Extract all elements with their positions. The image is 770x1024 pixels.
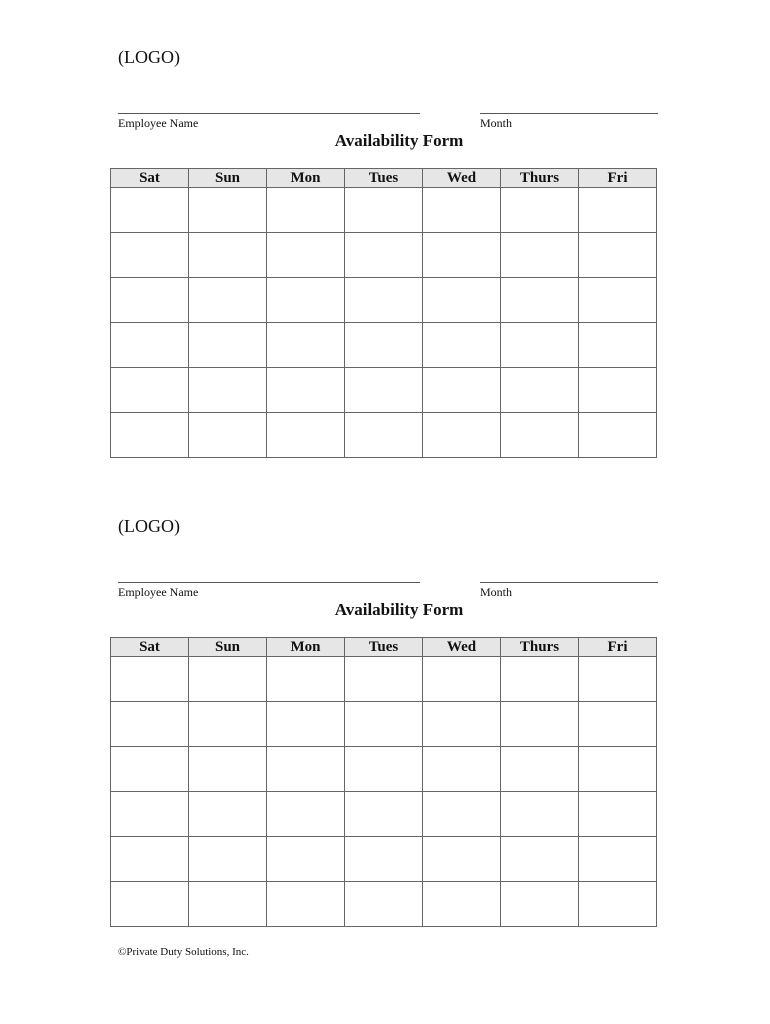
availability-cell-sun[interactable] (189, 837, 267, 882)
availability-cell-thurs[interactable] (501, 882, 579, 927)
availability-cell-sun[interactable] (189, 702, 267, 747)
availability-cell-sun[interactable] (189, 188, 267, 233)
logo-placeholder: (LOGO) (118, 47, 180, 67)
day-header-tues: Tues (345, 169, 423, 188)
availability-cell-sat[interactable] (111, 882, 189, 927)
availability-cell-tues[interactable] (345, 233, 423, 278)
availability-row (111, 792, 657, 837)
availability-row (111, 233, 657, 278)
month-field[interactable] (480, 582, 658, 583)
availability-cell-sat[interactable] (111, 837, 189, 882)
availability-cell-sat[interactable] (111, 413, 189, 458)
availability-row (111, 702, 657, 747)
day-header-fri: Fri (579, 169, 657, 188)
availability-cell-fri[interactable] (579, 792, 657, 837)
availability-cell-sat[interactable] (111, 188, 189, 233)
availability-table (110, 637, 657, 927)
availability-cell-wed[interactable] (423, 413, 501, 458)
availability-row (111, 882, 657, 927)
availability-cell-mon[interactable] (267, 747, 345, 792)
availability-cell-sun[interactable] (189, 413, 267, 458)
availability-cell-sun[interactable] (189, 657, 267, 702)
availability-cell-fri[interactable] (579, 882, 657, 927)
availability-cell-tues[interactable] (345, 657, 423, 702)
availability-cell-thurs[interactable] (501, 368, 579, 413)
day-header-tues: Tues (345, 638, 423, 657)
availability-cell-tues[interactable] (345, 323, 423, 368)
copyright-footer: ©Private Duty Solutions, Inc. (118, 946, 249, 958)
employee-name-field[interactable] (118, 113, 420, 114)
availability-cell-sat[interactable] (111, 747, 189, 792)
availability-cell-sat[interactable] (111, 792, 189, 837)
availability-cell-thurs[interactable] (501, 413, 579, 458)
availability-row (111, 188, 657, 233)
availability-cell-sun[interactable] (189, 792, 267, 837)
availability-cell-tues[interactable] (345, 368, 423, 413)
availability-cell-tues[interactable] (345, 747, 423, 792)
availability-cell-mon[interactable] (267, 278, 345, 323)
availability-cell-sat[interactable] (111, 323, 189, 368)
availability-cell-mon[interactable] (267, 792, 345, 837)
availability-row (111, 837, 657, 882)
availability-cell-wed[interactable] (423, 747, 501, 792)
availability-rows (111, 188, 657, 458)
employee-name-label: Employee Name (118, 116, 199, 130)
day-header-mon: Mon (267, 638, 345, 657)
availability-row (111, 278, 657, 323)
day-header-thurs: Thurs (501, 638, 579, 657)
availability-cell-sun[interactable] (189, 882, 267, 927)
availability-cell-mon[interactable] (267, 323, 345, 368)
availability-table (110, 168, 657, 458)
day-header-mon: Mon (267, 169, 345, 188)
month-label: Month (480, 116, 513, 130)
day-header-wed: Wed (423, 169, 501, 188)
availability-cell-mon[interactable] (267, 837, 345, 882)
availability-cell-tues[interactable] (345, 278, 423, 323)
availability-cell-tues[interactable] (345, 837, 423, 882)
availability-cell-wed[interactable] (423, 278, 501, 323)
day-header-row (111, 169, 657, 188)
availability-cell-mon[interactable] (267, 657, 345, 702)
availability-rows (111, 657, 657, 927)
day-header-sun: Sun (189, 169, 267, 188)
availability-cell-tues[interactable] (345, 882, 423, 927)
availability-cell-wed[interactable] (423, 837, 501, 882)
availability-cell-thurs[interactable] (501, 657, 579, 702)
availability-cell-mon[interactable] (267, 188, 345, 233)
availability-cell-tues[interactable] (345, 413, 423, 458)
availability-cell-fri[interactable] (579, 278, 657, 323)
availability-cell-wed[interactable] (423, 188, 501, 233)
availability-cell-fri[interactable] (579, 837, 657, 882)
availability-cell-thurs[interactable] (501, 792, 579, 837)
availability-cell-tues[interactable] (345, 702, 423, 747)
availability-cell-fri[interactable] (579, 747, 657, 792)
availability-cell-sun[interactable] (189, 747, 267, 792)
month-label: Month (480, 585, 513, 599)
availability-cell-wed[interactable] (423, 792, 501, 837)
availability-cell-sat[interactable] (111, 233, 189, 278)
day-header-sat: Sat (111, 169, 189, 188)
day-header-wed: Wed (423, 638, 501, 657)
availability-cell-tues[interactable] (345, 188, 423, 233)
availability-cell-fri[interactable] (579, 323, 657, 368)
availability-cell-wed[interactable] (423, 233, 501, 278)
availability-cell-thurs[interactable] (501, 188, 579, 233)
availability-cell-thurs[interactable] (501, 747, 579, 792)
availability-form-1 (0, 0, 770, 430)
availability-cell-wed[interactable] (423, 323, 501, 368)
availability-cell-sat[interactable] (111, 368, 189, 413)
availability-cell-sun[interactable] (189, 368, 267, 413)
availability-cell-sat[interactable] (111, 278, 189, 323)
availability-cell-sun[interactable] (189, 278, 267, 323)
availability-cell-tues[interactable] (345, 792, 423, 837)
availability-cell-fri[interactable] (579, 368, 657, 413)
availability-cell-wed[interactable] (423, 702, 501, 747)
availability-cell-mon[interactable] (267, 413, 345, 458)
availability-cell-fri[interactable] (579, 702, 657, 747)
availability-cell-thurs[interactable] (501, 837, 579, 882)
form-title: Availability Form (334, 600, 464, 619)
availability-cell-wed[interactable] (423, 882, 501, 927)
availability-form-2 (0, 469, 770, 899)
day-header-sat: Sat (111, 638, 189, 657)
availability-cell-thurs[interactable] (501, 233, 579, 278)
availability-cell-sat[interactable] (111, 702, 189, 747)
availability-row (111, 747, 657, 792)
availability-cell-sat[interactable] (111, 657, 189, 702)
availability-row (111, 323, 657, 368)
logo-placeholder: (LOGO) (118, 516, 180, 536)
availability-cell-thurs[interactable] (501, 702, 579, 747)
day-header-thurs: Thurs (501, 169, 579, 188)
availability-cell-mon[interactable] (267, 882, 345, 927)
availability-cell-thurs[interactable] (501, 278, 579, 323)
availability-cell-sun[interactable] (189, 323, 267, 368)
availability-cell-mon[interactable] (267, 233, 345, 278)
month-field[interactable] (480, 113, 658, 114)
availability-cell-fri[interactable] (579, 233, 657, 278)
day-header-row (111, 638, 657, 657)
availability-row (111, 657, 657, 702)
employee-name-label: Employee Name (118, 585, 199, 599)
employee-name-field[interactable] (118, 582, 420, 583)
availability-cell-sun[interactable] (189, 233, 267, 278)
availability-row (111, 368, 657, 413)
day-header-fri: Fri (579, 638, 657, 657)
availability-cell-thurs[interactable] (501, 323, 579, 368)
availability-cell-mon[interactable] (267, 702, 345, 747)
availability-cell-fri[interactable] (579, 188, 657, 233)
availability-cell-fri[interactable] (579, 657, 657, 702)
day-header-sun: Sun (189, 638, 267, 657)
availability-cell-wed[interactable] (423, 657, 501, 702)
availability-cell-wed[interactable] (423, 368, 501, 413)
form-title: Availability Form (334, 131, 464, 150)
availability-row (111, 413, 657, 458)
availability-cell-fri[interactable] (579, 413, 657, 458)
availability-cell-mon[interactable] (267, 368, 345, 413)
